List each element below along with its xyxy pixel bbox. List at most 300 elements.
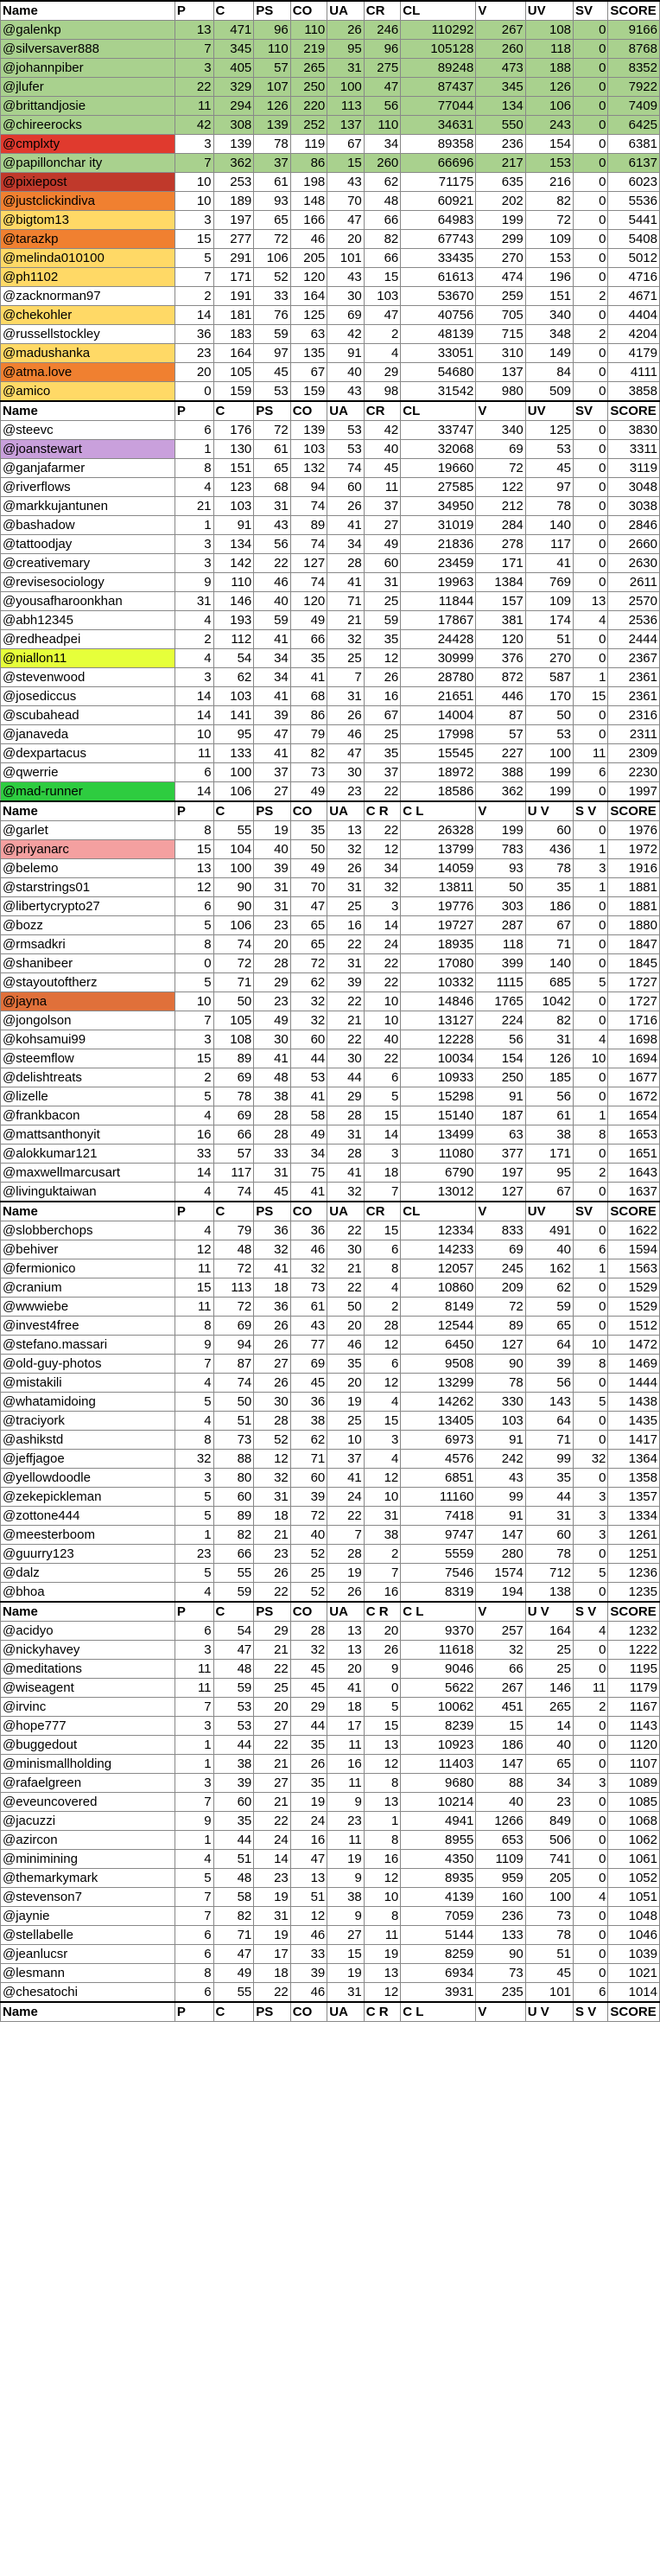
cell-cl: 5144 <box>401 1926 476 1945</box>
cell-uv: 35 <box>525 1469 573 1488</box>
cell-p: 0 <box>175 954 213 973</box>
cell-ua: 9 <box>327 1869 365 1888</box>
cell-sv: 0 <box>574 40 608 59</box>
cell-c: 183 <box>213 325 254 344</box>
cell-uv: 205 <box>525 1869 573 1888</box>
cell-sv: 0 <box>574 59 608 78</box>
cell-cl: 13811 <box>401 878 476 897</box>
cell-cr: 56 <box>364 97 401 116</box>
cell-c: 57 <box>213 1145 254 1164</box>
cell-uv: 23 <box>525 1793 573 1812</box>
cell-cl: 14004 <box>401 706 476 725</box>
cell-uv: 67 <box>525 916 573 935</box>
cell-cl: 105128 <box>401 40 476 59</box>
cell-ua: 50 <box>327 1298 365 1317</box>
column-header-cl: C L <box>401 1602 476 1622</box>
column-header-ua: UA <box>327 401 365 421</box>
cell-ua: 53 <box>327 421 365 440</box>
cell-sv: 0 <box>574 1278 608 1298</box>
cell-uv: 62 <box>525 1278 573 1298</box>
cell-score: 2536 <box>608 611 660 630</box>
cell-c: 72 <box>213 1298 254 1317</box>
cell-p: 13 <box>175 859 213 878</box>
cell-cl: 15140 <box>401 1106 476 1125</box>
cell-cr: 31 <box>364 573 401 592</box>
cell-uv: 61 <box>525 1106 573 1125</box>
cell-name: @bhoa <box>1 1583 175 1603</box>
cell-score: 1881 <box>608 878 660 897</box>
column-header-row <box>1 801 660 821</box>
cell-co: 159 <box>290 382 327 402</box>
cell-cr: 24 <box>364 935 401 954</box>
cell-sv: 2 <box>574 1164 608 1183</box>
cell-cl: 6450 <box>401 1336 476 1355</box>
cell-cl: 33435 <box>401 249 476 268</box>
cell-uv: 45 <box>525 459 573 478</box>
cell-name: @meditations <box>1 1660 175 1679</box>
cell-p: 36 <box>175 325 213 344</box>
cell-ua: 46 <box>327 725 365 744</box>
cell-cr: 25 <box>364 592 401 611</box>
cell-sv: 0 <box>574 1087 608 1106</box>
cell-ps: 41 <box>254 1049 291 1068</box>
cell-c: 91 <box>213 516 254 535</box>
cell-ua: 31 <box>327 59 365 78</box>
cell-co: 74 <box>290 497 327 516</box>
table-row <box>1 306 660 325</box>
cell-ua: 28 <box>327 1145 365 1164</box>
column-header-uv: U V <box>525 801 573 821</box>
cell-cl: 12228 <box>401 1030 476 1049</box>
cell-v: 474 <box>476 268 525 287</box>
cell-co: 41 <box>290 668 327 687</box>
cell-c: 82 <box>213 1907 254 1926</box>
cell-score: 2611 <box>608 573 660 592</box>
cell-score: 1357 <box>608 1488 660 1507</box>
cell-sv: 0 <box>574 1298 608 1317</box>
cell-ps: 43 <box>254 516 291 535</box>
cell-cl: 48139 <box>401 325 476 344</box>
cell-cr: 47 <box>364 78 401 97</box>
cell-ua: 53 <box>327 440 365 459</box>
cell-p: 4 <box>175 1583 213 1603</box>
cell-cl: 14059 <box>401 859 476 878</box>
cell-v: 91 <box>476 1087 525 1106</box>
cell-co: 33 <box>290 1945 327 1964</box>
cell-p: 4 <box>175 478 213 497</box>
cell-p: 0 <box>175 382 213 402</box>
cell-uv: 95 <box>525 1164 573 1183</box>
cell-co: 46 <box>290 1240 327 1259</box>
cell-name: @tattoodjay <box>1 535 175 554</box>
cell-p: 11 <box>175 1679 213 1698</box>
cell-cl: 4350 <box>401 1850 476 1869</box>
table-row <box>1 173 660 192</box>
cell-ua: 20 <box>327 230 365 249</box>
table-row <box>1 1336 660 1355</box>
cell-co: 66 <box>290 630 327 649</box>
cell-uv: 270 <box>525 649 573 668</box>
cell-ps: 22 <box>254 1983 291 2003</box>
cell-score: 1622 <box>608 1221 660 1240</box>
cell-sv: 0 <box>574 21 608 40</box>
cell-ua: 16 <box>327 916 365 935</box>
cell-c: 193 <box>213 611 254 630</box>
table-row <box>1 535 660 554</box>
table-row <box>1 725 660 744</box>
cell-sv: 4 <box>574 611 608 630</box>
cell-name: @ashikstd <box>1 1431 175 1450</box>
column-header-uv: U V <box>525 2002 573 2022</box>
cell-name: @stevenson7 <box>1 1888 175 1907</box>
column-header-row <box>1 1202 660 1221</box>
table-row <box>1 592 660 611</box>
cell-name: @redheadpei <box>1 630 175 649</box>
cell-c: 35 <box>213 1812 254 1831</box>
cell-v: 73 <box>476 1964 525 1983</box>
cell-p: 6 <box>175 763 213 782</box>
cell-ps: 20 <box>254 935 291 954</box>
cell-c: 253 <box>213 173 254 192</box>
cell-uv: 149 <box>525 344 573 363</box>
cell-c: 112 <box>213 630 254 649</box>
cell-c: 74 <box>213 1183 254 1202</box>
cell-co: 62 <box>290 1431 327 1450</box>
cell-co: 46 <box>290 230 327 249</box>
table-row <box>1 706 660 725</box>
cell-cr: 110 <box>364 116 401 135</box>
cell-name: @joanstewart <box>1 440 175 459</box>
cell-cr: 45 <box>364 459 401 478</box>
cell-c: 94 <box>213 1336 254 1355</box>
table-row <box>1 821 660 840</box>
cell-v: 303 <box>476 897 525 916</box>
cell-ps: 26 <box>254 1336 291 1355</box>
cell-c: 151 <box>213 459 254 478</box>
cell-score: 6425 <box>608 116 660 135</box>
cell-sv: 0 <box>574 1221 608 1240</box>
cell-name: @minismallholding <box>1 1755 175 1774</box>
cell-ua: 15 <box>327 154 365 173</box>
cell-co: 44 <box>290 1049 327 1068</box>
cell-score: 8768 <box>608 40 660 59</box>
cell-name: @lizelle <box>1 1087 175 1106</box>
cell-p: 14 <box>175 306 213 325</box>
cell-ps: 25 <box>254 1679 291 1698</box>
cell-score: 1167 <box>608 1698 660 1717</box>
cell-name: @chekohler <box>1 306 175 325</box>
cell-name: @minimining <box>1 1850 175 1869</box>
table-row <box>1 1679 660 1698</box>
cell-v: 32 <box>476 1641 525 1660</box>
cell-name: @libertycrypto27 <box>1 897 175 916</box>
cell-name: @zottone444 <box>1 1507 175 1526</box>
column-header-cr: C R <box>364 1602 401 1622</box>
cell-co: 68 <box>290 687 327 706</box>
cell-c: 48 <box>213 1869 254 1888</box>
cell-v: 330 <box>476 1393 525 1412</box>
table-row <box>1 478 660 497</box>
cell-v: 310 <box>476 344 525 363</box>
cell-v: 133 <box>476 1926 525 1945</box>
cell-sv: 3 <box>574 1507 608 1526</box>
cell-co: 36 <box>290 1393 327 1412</box>
cell-v: 340 <box>476 421 525 440</box>
cell-co: 72 <box>290 1507 327 1526</box>
cell-score: 4716 <box>608 268 660 287</box>
cell-cl: 67743 <box>401 230 476 249</box>
table-row <box>1 687 660 706</box>
cell-sv: 0 <box>574 440 608 459</box>
cell-sv: 0 <box>574 97 608 116</box>
cell-ps: 33 <box>254 287 291 306</box>
cell-cr: 275 <box>364 59 401 78</box>
cell-co: 119 <box>290 135 327 154</box>
cell-p: 32 <box>175 1450 213 1469</box>
cell-ps: 41 <box>254 1259 291 1278</box>
cell-v: 56 <box>476 1030 525 1049</box>
cell-co: 132 <box>290 459 327 478</box>
cell-cr: 26 <box>364 1641 401 1660</box>
cell-p: 2 <box>175 287 213 306</box>
cell-name: @jaynie <box>1 1907 175 1926</box>
cell-c: 110 <box>213 573 254 592</box>
cell-ps: 31 <box>254 878 291 897</box>
cell-uv: 587 <box>525 668 573 687</box>
table-row <box>1 992 660 1011</box>
cell-name: @belemo <box>1 859 175 878</box>
cell-ua: 17 <box>327 1717 365 1736</box>
cell-uv: 348 <box>525 325 573 344</box>
leaderboard-body <box>1 1 660 2022</box>
cell-cr: 82 <box>364 230 401 249</box>
cell-p: 5 <box>175 916 213 935</box>
cell-cr: 15 <box>364 1412 401 1431</box>
cell-name: @buggedout <box>1 1736 175 1755</box>
cell-score: 1222 <box>608 1641 660 1660</box>
cell-co: 49 <box>290 1125 327 1145</box>
cell-name: @dexpartacus <box>1 744 175 763</box>
cell-ps: 53 <box>254 382 291 402</box>
cell-score: 6023 <box>608 173 660 192</box>
cell-ps: 41 <box>254 744 291 763</box>
cell-name: @melinda010100 <box>1 249 175 268</box>
cell-ps: 41 <box>254 630 291 649</box>
cell-c: 60 <box>213 1793 254 1812</box>
cell-c: 294 <box>213 97 254 116</box>
cell-v: 209 <box>476 1278 525 1298</box>
cell-v: 199 <box>476 211 525 230</box>
cell-c: 72 <box>213 954 254 973</box>
cell-v: 217 <box>476 154 525 173</box>
column-header-name: Name <box>1 2002 175 2022</box>
cell-uv: 108 <box>525 21 573 40</box>
cell-ps: 27 <box>254 1774 291 1793</box>
cell-v: 278 <box>476 535 525 554</box>
cell-score: 1563 <box>608 1259 660 1278</box>
column-header-name: Name <box>1 1 175 21</box>
table-row <box>1 1583 660 1603</box>
cell-ua: 22 <box>327 1030 365 1049</box>
cell-co: 198 <box>290 173 327 192</box>
cell-c: 71 <box>213 1926 254 1945</box>
cell-uv: 101 <box>525 1983 573 2003</box>
cell-c: 55 <box>213 821 254 840</box>
cell-ps: 31 <box>254 1488 291 1507</box>
table-row <box>1 1755 660 1774</box>
cell-sv: 1 <box>574 840 608 859</box>
cell-cr: 8 <box>364 1259 401 1278</box>
cell-c: 50 <box>213 1393 254 1412</box>
cell-co: 135 <box>290 344 327 363</box>
column-header-c: C <box>213 401 254 421</box>
cell-score: 1469 <box>608 1355 660 1374</box>
cell-uv: 99 <box>525 1450 573 1469</box>
cell-name: @revisesociology <box>1 573 175 592</box>
cell-cl: 33051 <box>401 344 476 363</box>
cell-ps: 61 <box>254 440 291 459</box>
cell-v: 93 <box>476 859 525 878</box>
cell-ps: 126 <box>254 97 291 116</box>
column-header-cr: C R <box>364 2002 401 2022</box>
cell-name: @russellstockley <box>1 325 175 344</box>
cell-score: 2660 <box>608 535 660 554</box>
cell-uv: 31 <box>525 1030 573 1049</box>
cell-v: 959 <box>476 1869 525 1888</box>
cell-cl: 26328 <box>401 821 476 840</box>
column-header-sv: SV <box>574 1202 608 1221</box>
cell-p: 4 <box>175 1183 213 1202</box>
cell-co: 79 <box>290 725 327 744</box>
cell-cl: 11403 <box>401 1755 476 1774</box>
cell-v: 99 <box>476 1488 525 1507</box>
cell-cr: 48 <box>364 192 401 211</box>
cell-sv: 32 <box>574 1450 608 1469</box>
cell-v: 202 <box>476 192 525 211</box>
cell-sv: 0 <box>574 1412 608 1431</box>
cell-ua: 41 <box>327 1164 365 1183</box>
cell-co: 67 <box>290 363 327 382</box>
cell-p: 5 <box>175 1564 213 1583</box>
cell-sv: 0 <box>574 230 608 249</box>
cell-sv: 0 <box>574 382 608 402</box>
cell-co: 74 <box>290 535 327 554</box>
cell-c: 106 <box>213 916 254 935</box>
cell-co: 35 <box>290 821 327 840</box>
cell-uv: 97 <box>525 478 573 497</box>
cell-cl: 77044 <box>401 97 476 116</box>
cell-name: @silversaver888 <box>1 40 175 59</box>
cell-c: 44 <box>213 1831 254 1850</box>
cell-p: 6 <box>175 1926 213 1945</box>
cell-score: 1236 <box>608 1564 660 1583</box>
cell-ua: 38 <box>327 1888 365 1907</box>
cell-cl: 24428 <box>401 630 476 649</box>
cell-uv: 59 <box>525 1298 573 1317</box>
cell-cl: 9680 <box>401 1774 476 1793</box>
cell-name: @stayoutoftherz <box>1 973 175 992</box>
cell-c: 141 <box>213 706 254 725</box>
cell-score: 1997 <box>608 782 660 802</box>
cell-v: 227 <box>476 744 525 763</box>
cell-co: 52 <box>290 1545 327 1564</box>
column-header-cl: CL <box>401 1 476 21</box>
cell-ps: 76 <box>254 306 291 325</box>
cell-score: 1068 <box>608 1812 660 1831</box>
cell-cr: 40 <box>364 440 401 459</box>
cell-p: 3 <box>175 1641 213 1660</box>
cell-ps: 21 <box>254 1793 291 1812</box>
cell-v: 280 <box>476 1545 525 1564</box>
cell-c: 62 <box>213 668 254 687</box>
column-header-uv: U V <box>525 1602 573 1622</box>
cell-v: 91 <box>476 1507 525 1526</box>
cell-name: @hope777 <box>1 1717 175 1736</box>
cell-co: 29 <box>290 1698 327 1717</box>
cell-c: 105 <box>213 1011 254 1030</box>
cell-p: 11 <box>175 1259 213 1278</box>
table-row <box>1 1736 660 1755</box>
cell-sv: 0 <box>574 135 608 154</box>
column-header-row <box>1 1 660 21</box>
column-header-p: P <box>175 1602 213 1622</box>
cell-p: 6 <box>175 1622 213 1641</box>
cell-score: 1235 <box>608 1583 660 1603</box>
cell-name: @bashadow <box>1 516 175 535</box>
cell-cl: 87437 <box>401 78 476 97</box>
cell-ua: 60 <box>327 478 365 497</box>
column-header-c: C <box>213 801 254 821</box>
cell-sv: 3 <box>574 1488 608 1507</box>
cell-uv: 64 <box>525 1412 573 1431</box>
cell-uv: 769 <box>525 573 573 592</box>
cell-score: 7922 <box>608 78 660 97</box>
cell-uv: 78 <box>525 859 573 878</box>
cell-v: 89 <box>476 1317 525 1336</box>
cell-ps: 46 <box>254 573 291 592</box>
cell-score: 2846 <box>608 516 660 535</box>
cell-score: 1880 <box>608 916 660 935</box>
cell-score: 1444 <box>608 1374 660 1393</box>
cell-score: 3038 <box>608 497 660 516</box>
table-row <box>1 154 660 173</box>
cell-name: @galenkp <box>1 21 175 40</box>
cell-co: 26 <box>290 1755 327 1774</box>
cell-uv: 78 <box>525 1545 573 1564</box>
cell-ua: 34 <box>327 535 365 554</box>
cell-p: 12 <box>175 878 213 897</box>
cell-c: 80 <box>213 1469 254 1488</box>
cell-ua: 21 <box>327 611 365 630</box>
cell-cl: 13499 <box>401 1125 476 1145</box>
cell-ps: 22 <box>254 1660 291 1679</box>
column-header-c: C <box>213 1602 254 1622</box>
cell-name: @behiver <box>1 1240 175 1259</box>
cell-ua: 18 <box>327 1698 365 1717</box>
cell-ua: 26 <box>327 497 365 516</box>
cell-name: @yellowdoodle <box>1 1469 175 1488</box>
cell-v: 134 <box>476 97 525 116</box>
cell-name: @stefano.massari <box>1 1336 175 1355</box>
cell-sv: 0 <box>574 192 608 211</box>
cell-name: @shanibeer <box>1 954 175 973</box>
cell-uv: 56 <box>525 1374 573 1393</box>
cell-p: 1 <box>175 440 213 459</box>
cell-score: 1916 <box>608 859 660 878</box>
cell-uv: 35 <box>525 878 573 897</box>
cell-ua: 43 <box>327 173 365 192</box>
cell-score: 1651 <box>608 1145 660 1164</box>
